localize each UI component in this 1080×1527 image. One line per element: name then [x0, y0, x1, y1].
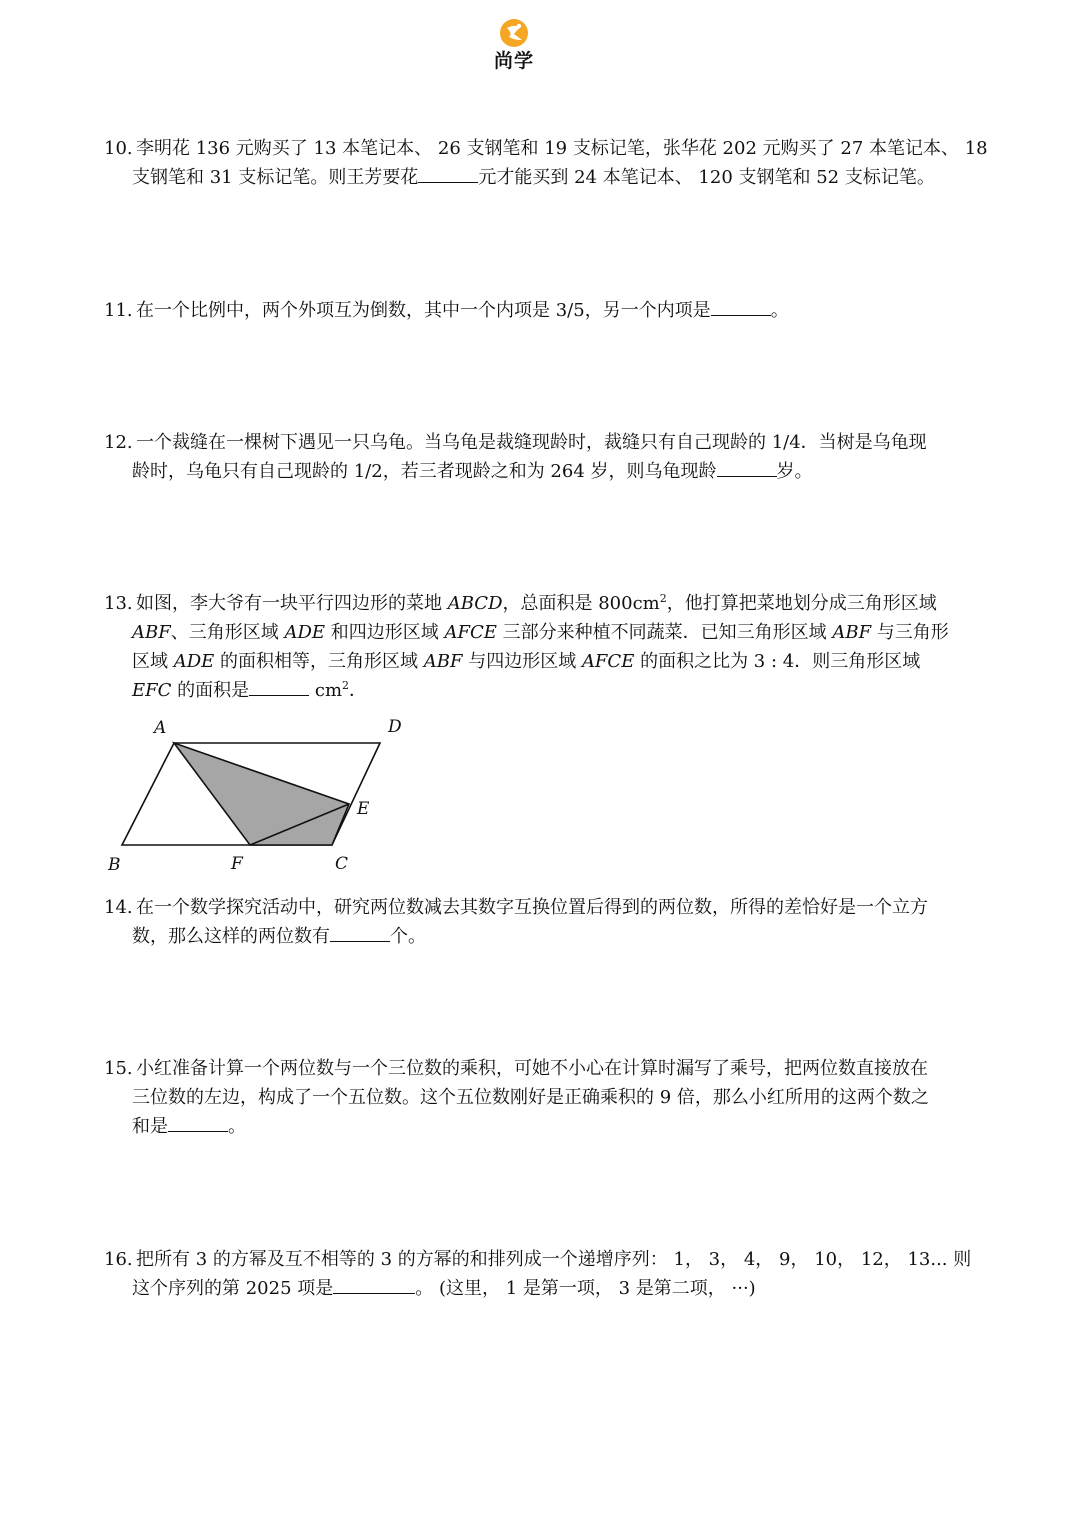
math-var: ABCD [447, 593, 503, 614]
problem-number: 13. [104, 593, 133, 614]
text-line: 在一个比例中，两个外项互为倒数，其中一个内项是 3/5，另一个内项是 [136, 300, 711, 321]
problem-12 [104, 428, 980, 486]
math-var: ABF [423, 651, 463, 672]
math-var: EFC [132, 680, 172, 701]
problem-number: 11. [104, 300, 133, 321]
text-line: 。 [228, 1116, 246, 1137]
text-line: 一个裁缝在一棵树下遇见一只乌龟。当乌龟是裁缝现龄时，裁缝只有自己现龄的 1/4．当树是乌龟现 [136, 432, 927, 453]
label-f: F [231, 854, 243, 874]
problem-text [132, 893, 980, 951]
text-line: 数，那么这样的两位数有 [132, 926, 330, 947]
label-b: B [108, 855, 121, 875]
problem-number: 15. [104, 1058, 133, 1079]
problem-number: 14. [104, 897, 133, 918]
answer-blank[interactable] [168, 1113, 228, 1132]
text-line: 把所有 3 的方幂及互不相等的 3 的方幂的和排列成一个递增序列： 1， 3， 4， 9， 10， 12， 13... 则 [136, 1249, 972, 1270]
text-line: 和四边形区域 [325, 622, 445, 643]
math-var: ADE [173, 651, 215, 672]
problem-text [132, 296, 980, 325]
answer-blank[interactable] [418, 164, 478, 183]
text-line: 岁。 [776, 461, 813, 482]
shaded-region-afce [174, 743, 349, 845]
answer-blank[interactable] [333, 1275, 415, 1294]
problem-text [132, 1054, 980, 1141]
text-line: cm [309, 680, 343, 701]
problem-11 [104, 296, 980, 325]
text-line: 这个序列的第 2025 项是 [132, 1278, 334, 1299]
text-line: 个。 [390, 926, 426, 947]
label-a: A [154, 718, 167, 738]
answer-blank[interactable] [249, 677, 309, 696]
problem-10 [104, 134, 988, 192]
text-line: 的面积之比为 3 : 4．则三角形区域 [634, 651, 921, 672]
text-line: 区域 [132, 651, 174, 672]
text-line: 与三角形 [871, 622, 949, 643]
text-line: 三部分来种植不同蔬菜．已知三角形区域 [496, 622, 833, 643]
text-line: 。 [770, 300, 789, 321]
label-d: D [388, 717, 402, 737]
text-line: 支钢笔和 31 支标记笔。则王芳要花 [132, 167, 419, 188]
answer-blank[interactable] [717, 458, 777, 477]
text-line: ，总面积是 800cm [502, 593, 660, 614]
text-line: 在一个数学探究活动中，研究两位数减去其数字互换位置后得到的两位数，所得的差恰好是一个立方 [136, 897, 928, 918]
problem-text [132, 134, 988, 192]
problem-text [132, 428, 980, 486]
problem-16 [104, 1245, 980, 1303]
answer-blank[interactable] [711, 297, 771, 316]
logo-icon [499, 18, 529, 48]
parallelogram-figure [104, 712, 424, 882]
label-c: C [335, 854, 349, 874]
text-line: 和是 [132, 1116, 168, 1137]
logo-text: 尚学 [493, 50, 534, 72]
math-var: AFCE [444, 622, 497, 643]
problem-number: 16. [104, 1249, 133, 1270]
text-line: 、三角形区域 [170, 622, 285, 643]
math-var: AFCE [581, 651, 635, 672]
superscript: 2 [659, 592, 667, 605]
text-line: 龄时，乌龟只有自己现龄的 1/2，若三者现龄之和为 264 岁，则乌龟现龄 [132, 461, 717, 482]
text-line: 的面积相等，三角形区域 [214, 651, 424, 672]
problem-number: 12. [104, 432, 133, 453]
problem-14 [104, 893, 980, 951]
math-var: ABF [832, 622, 872, 643]
text-line: 。 (这里， 1 是第一项， 3 是第二项， ···) [415, 1278, 756, 1299]
answer-blank[interactable] [330, 923, 390, 942]
text-line: 与四边形区域 [462, 651, 582, 672]
problem-number: 10. [104, 138, 133, 159]
text-line: ． [349, 680, 368, 701]
text-line: 如图，李大爷有一块平行四边形的菜地 [136, 593, 448, 614]
math-var: ABF [132, 622, 171, 643]
problem-13 [104, 589, 980, 705]
text-line: 元才能买到 24 本笔记本、 120 支钢笔和 52 支标记笔。 [478, 167, 935, 188]
superscript: 2 [342, 679, 350, 692]
label-e: E [357, 799, 370, 819]
problem-text [132, 589, 980, 705]
text-line: 小红准备计算一个两位数与一个三位数的乘积，可她不小心在计算时漏写了乘号，把两位数直接放在 [136, 1058, 928, 1079]
text-line: ，他打算把菜地划分成三角形区域 [666, 593, 937, 614]
math-var: ADE [284, 622, 326, 643]
brand-logo [486, 18, 542, 72]
text-line: 李明花 136 元购买了 13 本笔记本、 26 支钢笔和 19 支标记笔，张华花 202 元购买了 27 本笔记本、 18 [136, 138, 988, 159]
problem-text [132, 1245, 980, 1303]
problem-15 [104, 1054, 980, 1141]
text-line: 三位数的左边，构成了一个五位数。这个五位数刚好是正确乘积的 9 倍，那么小红所用的这两个数之 [132, 1087, 929, 1108]
text-line: 的面积是 [171, 680, 250, 701]
